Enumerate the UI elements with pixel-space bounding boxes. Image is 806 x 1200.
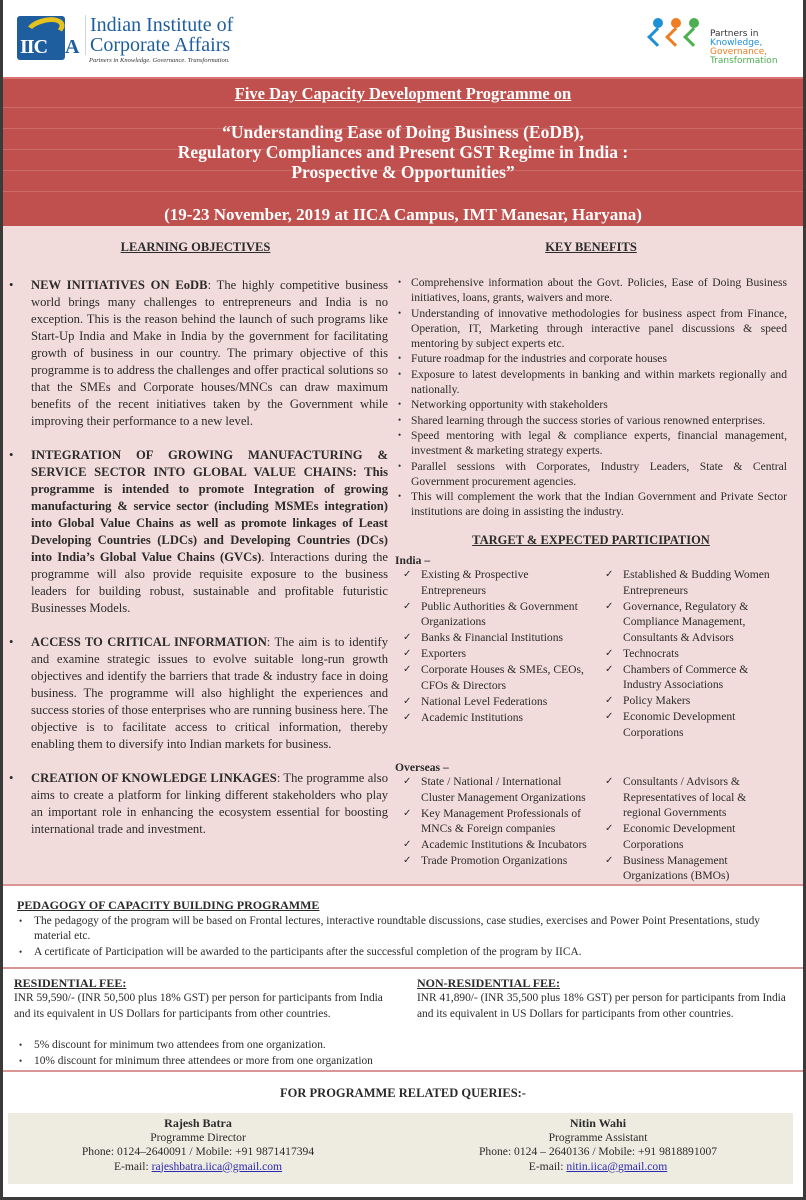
org-tagline: Partners in Knowledge. Governance. Transformation. — [89, 57, 230, 64]
email-link[interactable]: nitin.iica@gmail.com — [566, 1159, 668, 1173]
checkmark-icon: ✓ — [605, 711, 614, 723]
iica-logo — [17, 16, 65, 60]
partners-logo — [643, 14, 793, 70]
checkmark-icon: ✓ — [403, 632, 412, 644]
checkmark-icon: ✓ — [403, 839, 412, 851]
checkmark-icon: ✓ — [403, 664, 412, 676]
header — [3, 0, 803, 77]
participant-text: Banks & Financial Institutions — [421, 631, 564, 645]
participant-text: Policy Makers — [623, 694, 691, 708]
person-orange-icon — [671, 18, 681, 28]
objective-text: : The programme also aims to create a platform for linking different stakeholders who play an important role in enhancing the ecosystem essential for boosting international trade and investment. — [31, 771, 388, 836]
discount-text: 5% discount for minimum two attendees from one organization. — [34, 1039, 326, 1051]
india-label: India – — [395, 554, 431, 567]
objective-item — [3, 770, 388, 838]
participant-text: Existing & Prospective Entrepreneurs — [421, 568, 529, 597]
bullet-icon: • — [398, 368, 402, 379]
partners-line2: Knowledge, — [710, 38, 763, 48]
bullet-icon: • — [9, 635, 14, 649]
participant-item — [395, 630, 591, 646]
participant-item — [597, 709, 787, 740]
checkmark-icon: ✓ — [403, 569, 412, 580]
objective-bold-text: : This programme is intended to promote Integration of growing manufacturing & service sector (including MSMEs integration) into Global Value Chains as well as promote linkages of Least Developing Countries (LDCs) and Developing Countries (DCs) into India’s Global Value Chains (GVCs) — [31, 465, 388, 564]
checkmark-icon: ✓ — [605, 600, 614, 612]
banner-rule — [3, 191, 803, 192]
non-residential-fee-text: INR 41,890/- (INR 35,500 plus 18% GST) per person for participants from India and its equivalent in US Dollars for participants from other countries. — [417, 992, 786, 1020]
objective-text: : The highly competitive business world brings many challenges to entrepreneurs and India is no exception. This is the reason behind the launch of such programs like Start-Up India and Make in India by the government for facilitating growth of business in our country. The primary objective of this programme is to address the challenges and offer practical solutions so that the SMEs and Corporate houses/MNCs can draw maximum benefits of the recent initiatives taken by the Government while improving their performance to a new level. — [31, 278, 389, 428]
email-label: E-mail: — [113, 1159, 152, 1173]
email-link[interactable]: rajeshbatra.iica@gmail.com — [151, 1159, 283, 1173]
objective-item — [3, 277, 388, 430]
india-right-list — [591, 567, 787, 741]
key-benefits-column — [395, 240, 787, 884]
non-residential-fee — [417, 976, 797, 1022]
queries-heading: FOR PROGRAMME RELATED QUERIES:- — [280, 1086, 526, 1100]
org-name — [85, 15, 233, 55]
participant-item — [597, 693, 787, 709]
benefit-item — [395, 397, 787, 412]
participant-item — [597, 774, 787, 821]
participant-text: Public Authorities & Government Organizations — [421, 599, 578, 629]
participant-text: Corporate Houses & SMEs, CEOs, CFOs & Directors — [421, 663, 584, 692]
objective-item — [3, 447, 388, 617]
discount-text: 10% discount for minimum three attendees or more from one organization — [34, 1055, 373, 1067]
participant-text: Trade Promotion Organizations — [421, 854, 568, 868]
participant-text: Technocrats — [623, 646, 679, 660]
checkmark-icon: ✓ — [403, 776, 412, 788]
date-venue: (19-23 November, 2019 at IICA Campus, IMT Manesar, Haryana) — [164, 205, 642, 224]
contact-card — [8, 1116, 388, 1174]
benefit-item — [395, 489, 787, 519]
contact-email-row — [8, 1160, 388, 1175]
arm-blue-icon — [647, 27, 667, 47]
pedagogy-item — [17, 945, 797, 960]
participant-text: Consultants / Advisors & Representatives of local & regional Governments — [623, 775, 747, 820]
logo-letter-a: A — [65, 36, 80, 58]
participant-item — [395, 662, 591, 693]
checkmark-icon: ✓ — [605, 823, 614, 835]
overseas-left-list — [395, 774, 591, 884]
benefit-text: Speed mentoring with legal & compliance experts, financial management, investment & marketing strategy experts. — [411, 429, 787, 457]
bullet-icon: • — [398, 430, 402, 440]
title-line3: Prospective & Opportunities” — [291, 162, 515, 182]
contact-role: Programme Director — [150, 1130, 246, 1144]
contact-phone: Phone: 0124–2640091 / Mobile: +91 9871417394 — [81, 1145, 315, 1158]
residential-fee — [14, 976, 394, 1022]
participant-text: Academic Institutions — [421, 711, 524, 725]
participant-text: Economic Development Corporations — [623, 710, 736, 739]
logo-letters: IIC — [20, 36, 48, 58]
checkmark-icon: ✓ — [605, 695, 614, 707]
objective-title: CREATION OF KNOWLEDGE LINKAGES — [31, 771, 277, 785]
checkmark-icon: ✓ — [403, 807, 412, 819]
org-name-line2: Corporate Affairs — [90, 34, 231, 56]
participant-item — [395, 567, 591, 598]
objective-text: . Interactions during the programme will also provide requisite exposure to the business leaders for building robust, sustainable and profitable futuristic Businesses Models. — [31, 550, 388, 615]
arm-orange-icon — [665, 27, 685, 47]
objective-title: INTEGRATION OF GROWING MANUFACTURING & SERVICE SECTOR INTO GLOBAL VALUE CHAINS — [31, 448, 388, 479]
benefit-item — [395, 351, 787, 366]
contact-card — [408, 1116, 788, 1174]
objective-title: ACCESS TO CRITICAL INFORMATION — [31, 635, 267, 649]
benefit-item — [395, 306, 787, 351]
benefit-text: Comprehensive information about the Govt. Policies, Ease of Doing Business initiatives, loans, grants, waivers and more. — [411, 276, 787, 304]
discount-item — [17, 1053, 373, 1069]
partners-text — [710, 30, 778, 66]
overseas-group — [395, 761, 787, 884]
participant-text: Exporters — [421, 647, 467, 661]
participant-text: National Level Federations — [421, 694, 548, 708]
participant-text: Academic Institutions & Incubators — [421, 838, 587, 852]
learning-objectives-heading: LEARNING OBJECTIVES — [120, 240, 271, 254]
pedagogy-section — [3, 886, 803, 969]
participant-item — [395, 646, 591, 662]
participant-item — [597, 599, 787, 646]
checkmark-icon: ✓ — [605, 569, 614, 580]
india-group — [395, 554, 787, 741]
non-residential-fee-heading: NON-RESIDENTIAL FEE: — [417, 976, 561, 990]
contacts-box — [8, 1113, 793, 1184]
bullet-icon: • — [398, 414, 402, 425]
title-line2: Regulatory Compliances and Present GST Regime in India : — [177, 142, 629, 162]
contact-role: Programme Assistant — [548, 1130, 648, 1144]
contact-name: Nitin Wahi — [569, 1116, 627, 1130]
bullet-icon: • — [398, 491, 402, 501]
participant-item — [597, 567, 787, 598]
pedagogy-list — [17, 914, 797, 961]
bullet-icon: • — [9, 278, 14, 292]
bullet-icon: • — [398, 277, 402, 287]
person-blue-icon — [653, 18, 663, 28]
india-left-list — [395, 567, 591, 741]
benefit-item — [395, 428, 787, 458]
contact-phone: Phone: 0124 – 2640136 / Mobile: +91 9818891007 — [478, 1145, 718, 1158]
participant-text: Established & Budding Women Entrepreneurs — [623, 568, 770, 597]
main-content — [3, 226, 803, 886]
benefit-text: Exposure to latest developments in banking and within markets regionally and nationally. — [411, 367, 787, 396]
participant-item — [597, 821, 787, 852]
overseas-right-list — [591, 774, 787, 884]
bullet-icon: • — [19, 947, 23, 957]
residential-fee-heading: RESIDENTIAL FEE: — [14, 976, 127, 990]
bullet-icon: • — [398, 353, 402, 363]
pedagogy-item — [17, 914, 797, 944]
participant-text: Key Management Professionals of MNCs & Foreign companies — [421, 806, 582, 836]
participant-item — [597, 853, 787, 884]
benefit-item — [395, 275, 787, 305]
programme-subtitle: Five Day Capacity Development Programme on — [234, 84, 572, 103]
benefit-text: Understanding of innovative methodologies for business aspect from Finance, Operation, IT, Marketing through interactive panel discussions & speed mentoring by subject experts etc. — [411, 306, 787, 350]
participant-text: Governance, Regulatory & Compliance Management, Consultants & Advisors — [623, 599, 749, 644]
checkmark-icon: ✓ — [605, 647, 614, 659]
benefit-text: Shared learning through the success stories of various renowned enterprises. — [411, 413, 766, 427]
key-benefits-heading: KEY BENEFITS — [545, 240, 637, 254]
participant-item — [395, 599, 591, 630]
participant-item — [395, 710, 591, 726]
overseas-label: Overseas – — [395, 761, 449, 775]
bullet-icon: • — [9, 771, 14, 785]
participant-item — [395, 774, 591, 805]
banner-rule — [3, 107, 803, 108]
email-label: E-mail: — [528, 1159, 567, 1173]
objective-title: NEW INITIATIVES ON EoDB — [31, 278, 208, 292]
bullet-icon: • — [398, 307, 402, 318]
objective-text: : The aim is to identify and examine strategic issues to evolve suitable long-run growth objectives and identify the barriers that trade & industry face in doing business. The programme will also highlight the experiences and success stories of those enterprises who are running business here. The objective is to facilitate access to critical information, thereby enabling them to diversify into Indian markets for business. — [31, 635, 388, 751]
bullet-icon: • — [398, 460, 402, 471]
org-name-line1: Indian Institute of — [90, 14, 234, 36]
checkmark-icon: ✓ — [605, 776, 614, 788]
key-benefits-list — [395, 275, 787, 519]
checkmark-icon: ✓ — [605, 663, 614, 675]
target-participation-heading: TARGET & EXPECTED PARTICIPATION — [472, 533, 710, 547]
benefit-text: Networking opportunity with stakeholders — [411, 398, 608, 411]
participant-text: State / National / International Cluster Management Organizations — [421, 775, 586, 804]
fees-section — [3, 969, 803, 1072]
bullet-icon: • — [19, 1040, 23, 1050]
participant-item — [395, 694, 591, 710]
participant-item — [597, 646, 787, 662]
learning-objectives — [3, 240, 388, 855]
participant-text: Business Management Organizations (BMOs) — [623, 853, 730, 883]
partners-line1: Partners in — [710, 29, 759, 39]
participant-item — [395, 853, 591, 869]
partners-line4: Transformation — [710, 56, 778, 66]
participant-text: Chambers of Commerce & Industry Associations — [623, 662, 749, 692]
participant-item — [395, 806, 591, 837]
checkmark-icon: ✓ — [403, 695, 412, 707]
pedagogy-text: A certificate of Participation will be awarded to the participants after the successful completion of the program by IICA. — [34, 946, 582, 958]
checkmark-icon: ✓ — [403, 600, 412, 612]
benefit-item — [395, 459, 787, 489]
bullet-icon: • — [19, 1056, 23, 1066]
bullet-icon: • — [398, 399, 402, 409]
benefit-text: Future roadmap for the industries and corporate houses — [411, 352, 667, 365]
bullet-icon: • — [9, 448, 14, 462]
benefit-text: This will complement the work that the Indian Government and Private Sector institutions are doing in assisting the industry. — [411, 490, 787, 518]
partners-line3: Governance, — [710, 47, 768, 57]
discount-list — [17, 1037, 373, 1069]
pedagogy-heading: PEDAGOGY OF CAPACITY BUILDING PROGRAMME — [17, 898, 320, 912]
bullet-icon: • — [19, 916, 23, 926]
objective-item — [3, 634, 388, 753]
residential-fee-text: INR 59,590/- (INR 50,500 plus 18% GST) per person for participants from India and its equivalent in US Dollars for participants from other countries. — [14, 992, 383, 1020]
checkmark-icon: ✓ — [403, 712, 412, 724]
checkmark-icon: ✓ — [403, 648, 412, 660]
benefit-item — [395, 413, 787, 428]
queries-section — [3, 1072, 803, 1197]
title-line1: “Understanding Ease of Doing Business (EoDB), — [222, 122, 584, 142]
benefit-item — [395, 367, 787, 397]
participant-text: Economic Development Corporations — [623, 822, 736, 851]
discount-item — [17, 1037, 373, 1053]
title-banner — [3, 77, 803, 226]
checkmark-icon: ✓ — [403, 855, 412, 867]
contact-name: Rajesh Batra — [164, 1116, 232, 1130]
contact-email-row — [408, 1160, 788, 1175]
participant-item — [597, 662, 787, 693]
programme-title — [3, 122, 803, 182]
arm-green-icon — [683, 27, 703, 47]
participant-item — [395, 837, 591, 853]
person-green-icon — [689, 18, 699, 28]
pedagogy-text: The pedagogy of the program will be based on Frontal lectures, interactive roundtable discussions, case studies, exercises and Power Point Presentations, study material etc. — [34, 915, 760, 942]
checkmark-icon: ✓ — [605, 854, 614, 866]
benefit-text: Parallel sessions with Corporates, Industry Leaders, State & Central Government procurement agencies. — [411, 459, 787, 488]
learning-objectives-list — [3, 277, 388, 838]
